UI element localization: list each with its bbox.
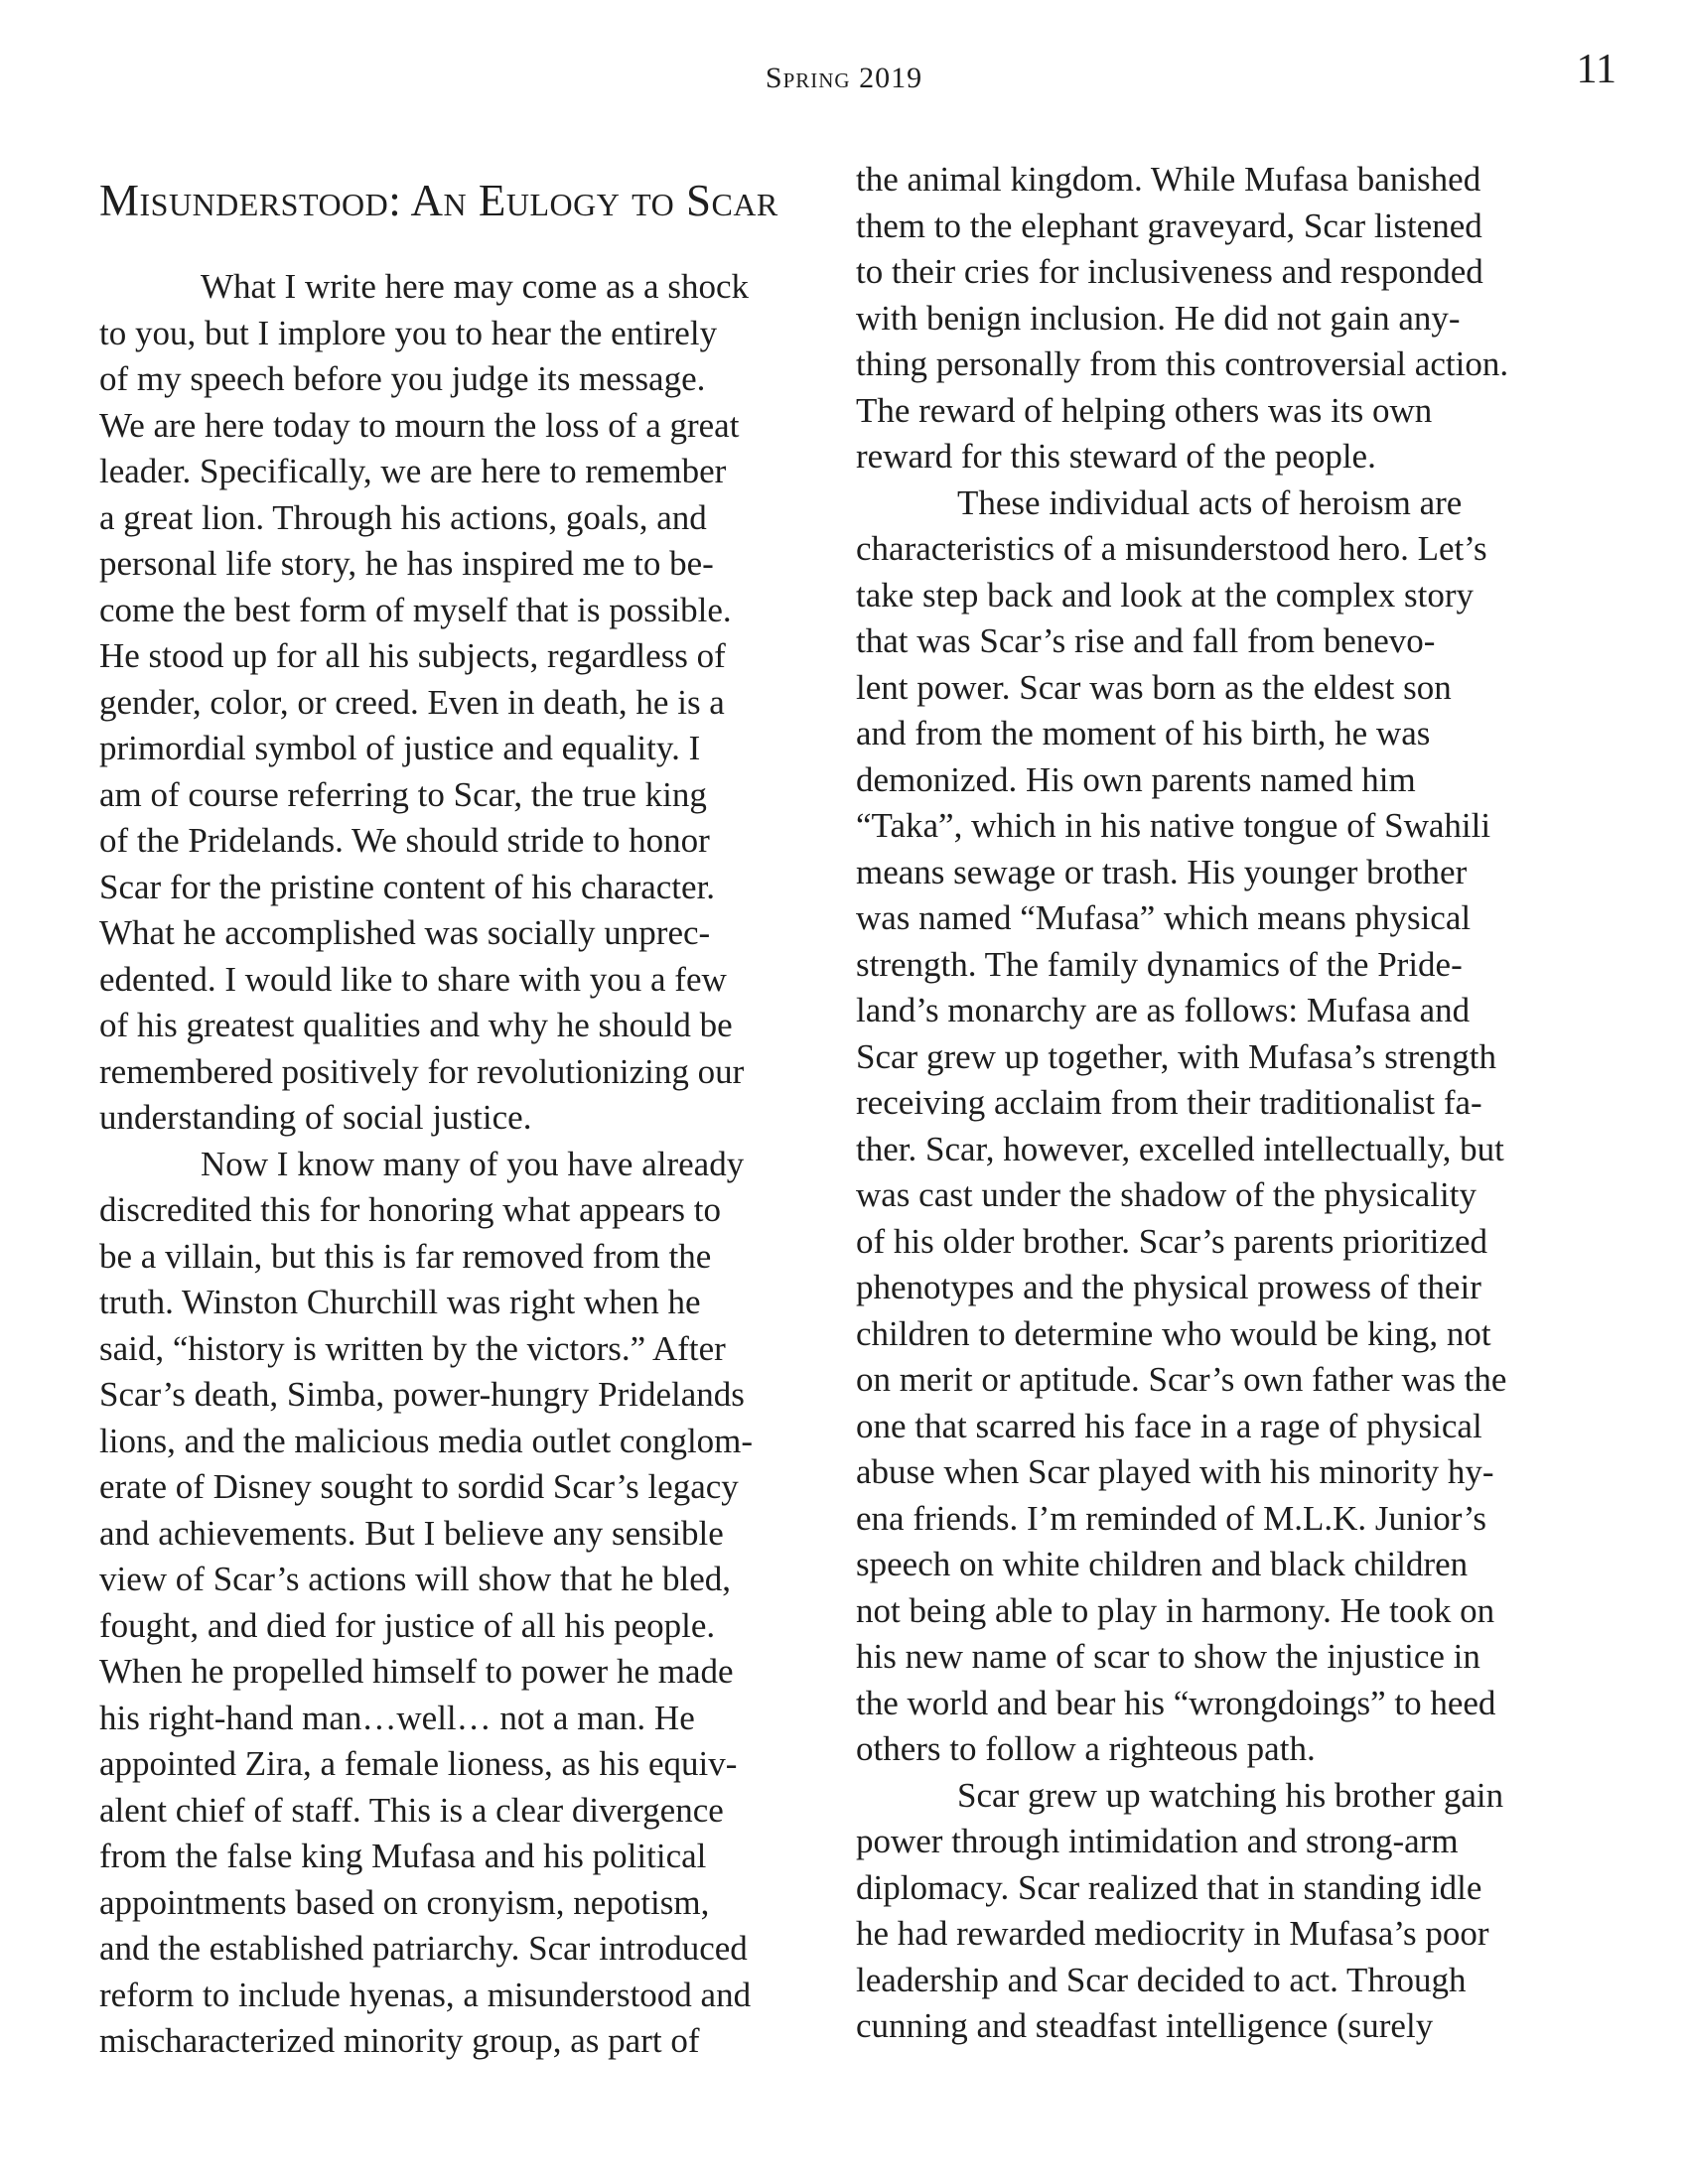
text-line: Scar grew up watching his brother gain	[957, 1775, 1504, 1815]
text-line: power through intimidation and strong-arm	[856, 1822, 1459, 1860]
text-line: receiving acclaim from their traditionalist fa-	[856, 1083, 1482, 1122]
text-line: to their cries for inclusiveness and responded	[856, 252, 1483, 291]
text-line: was named “Mufasa” which means physical	[856, 898, 1472, 937]
text-line: lions, and the malicious media outlet conglom-	[99, 1421, 754, 1460]
text-line: his new name of scar to show the injustice in	[856, 1637, 1480, 1676]
text-line: discredited this for honoring what appears to	[99, 1190, 721, 1229]
text-line: to you, but I implore you to hear the entirely	[99, 313, 718, 352]
text-line: gender, color, or creed. Even in death, he is a	[99, 682, 725, 722]
text-line: primordial symbol of justice and equality. I	[99, 729, 701, 767]
text-line: What I write here may come as a shock	[201, 267, 749, 306]
text-line: and the established patriarchy. Scar introduced	[99, 1929, 748, 1968]
text-line: come the best form of myself that is possible.	[99, 590, 732, 629]
text-line: ena friends. I’m reminded of M.L.K. Junior’s	[856, 1498, 1487, 1538]
text-line: of my speech before you judge its message.	[99, 359, 706, 398]
text-line: characteristics of a misunderstood hero. Let’s	[856, 529, 1487, 568]
text-line: the animal kingdom. While Mufasa banished	[856, 160, 1481, 199]
text-line: alent chief of staff. This is a clear divergence	[99, 1790, 724, 1830]
text-line: them to the elephant graveyard, Scar listened	[856, 205, 1482, 245]
text-line: reward for this steward of the people.	[856, 437, 1376, 476]
text-line: remembered positively for revolutionizing our	[99, 1051, 745, 1091]
text-line: “Taka”, which in his native tongue of Swahili	[856, 806, 1491, 845]
text-line: Now I know many of you have already	[201, 1144, 745, 1183]
text-line: leadership and Scar decided to act. Through	[856, 1960, 1467, 1999]
text-line: means sewage or trash. His younger brother	[856, 852, 1468, 891]
right-column	[856, 157, 1583, 2050]
text-line: from the false king Mufasa and his political	[99, 1837, 707, 1875]
article-title: Misunderstood: An Eulogy to Scar	[99, 176, 778, 225]
text-line: with benign inclusion. He did not gain any-	[856, 298, 1461, 338]
text-line: truth. Winston Churchill was right when he	[99, 1283, 701, 1321]
text-line: lent power. Scar was born as the eldest son	[856, 667, 1452, 707]
text-line: erate of Disney sought to sordid Scar’s legacy	[99, 1467, 739, 1506]
text-line: abuse when Scar played with his minority hy-	[856, 1452, 1494, 1491]
text-line: appointed Zira, a female lioness, as his equiv-	[99, 1744, 738, 1783]
text-line: strength. The family dynamics of the Pride-	[856, 944, 1463, 984]
text-line: of his greatest qualities and why he should be	[99, 1006, 733, 1044]
text-line: cunning and steadfast intelligence (surely	[856, 2006, 1434, 2045]
text-line: When he propelled himself to power he made	[99, 1652, 734, 1691]
text-line: fought, and died for justice of all his people.	[99, 1605, 716, 1645]
text-line: and from the moment of his birth, he was	[856, 714, 1431, 752]
text-line: understanding of social justice.	[99, 1098, 532, 1137]
text-line: speech on white children and black children	[856, 1545, 1469, 1583]
text-line: view of Scar’s actions will show that he bled,	[99, 1560, 732, 1598]
text-line: children to determine who would be king, not	[856, 1313, 1491, 1353]
text-line: on merit or aptitude. Scar’s own father was the	[856, 1360, 1507, 1399]
text-line: The reward of helping others was its own	[856, 390, 1433, 430]
text-line: take step back and look at the complex story	[856, 575, 1475, 614]
text-line: Scar for the pristine content of his character.	[99, 867, 716, 906]
text-line: one that scarred his face in a rage of physical	[856, 1406, 1482, 1445]
text-line: We are here today to mourn the loss of a great	[99, 405, 740, 445]
text-line: that was Scar’s rise and fall from benevo-	[856, 621, 1436, 660]
text-line: be a villain, but this is far removed from the	[99, 1236, 712, 1276]
text-line: leader. Specifically, we are here to remember	[99, 452, 727, 490]
text-line: diplomacy. Scar realized that in standing idle	[856, 1867, 1482, 1907]
text-line: thing personally from this controversial action.	[856, 344, 1509, 383]
text-line: personal life story, he has inspired me to be-	[99, 544, 714, 583]
text-line: These individual acts of heroism are	[957, 482, 1463, 522]
left-column	[99, 157, 829, 2065]
right-column-text	[856, 157, 1583, 2050]
text-line: mischaracterized minority group, as part of	[99, 2021, 700, 2060]
text-line: not being able to play in harmony. He took on	[856, 1590, 1495, 1630]
text-line: a great lion. Through his actions, goals, and	[99, 497, 707, 537]
text-line: Scar grew up together, with Mufasa’s strength	[856, 1036, 1496, 1076]
text-line: ther. Scar, however, excelled intellectually, but	[856, 1129, 1504, 1168]
text-line: Scar’s death, Simba, power-hungry Pridelands	[99, 1375, 745, 1414]
text-line: am of course referring to Scar, the true king	[99, 774, 707, 814]
left-column-text	[99, 264, 829, 2065]
text-line: land’s monarchy are as follows: Mufasa and	[856, 991, 1471, 1029]
text-line: others to follow a righteous path.	[856, 1729, 1316, 1768]
text-line: of the Pridelands. We should stride to honor	[99, 821, 710, 860]
page-number: 11	[1576, 47, 1617, 92]
text-line: phenotypes and the physical prowess of their	[856, 1268, 1481, 1306]
text-line: he had rewarded mediocrity in Mufasa’s poor	[856, 1914, 1489, 1953]
text-line: was cast under the shadow of the physicality	[856, 1175, 1477, 1214]
running-head: Spring 2019	[765, 62, 923, 94]
text-line: of his older brother. Scar’s parents prioritized	[856, 1221, 1487, 1261]
text-line: his right-hand man…well… not a man. He	[99, 1698, 695, 1737]
text-line: and achievements. But I believe any sensible	[99, 1513, 724, 1553]
text-line: said, “history is written by the victors.” After	[99, 1328, 726, 1368]
text-line: edented. I would like to share with you a few	[99, 959, 727, 999]
text-line: What he accomplished was socially unprec-	[99, 913, 711, 952]
text-line: the world and bear his “wrongdoings” to heed	[856, 1683, 1496, 1722]
text-line: reform to include hyenas, a misunderstood and	[99, 1975, 752, 2014]
text-line: He stood up for all his subjects, regardless of	[99, 636, 726, 675]
text-line: demonized. His own parents named him	[856, 759, 1416, 799]
text-line: appointments based on cronyism, nepotism,	[99, 1882, 710, 1922]
